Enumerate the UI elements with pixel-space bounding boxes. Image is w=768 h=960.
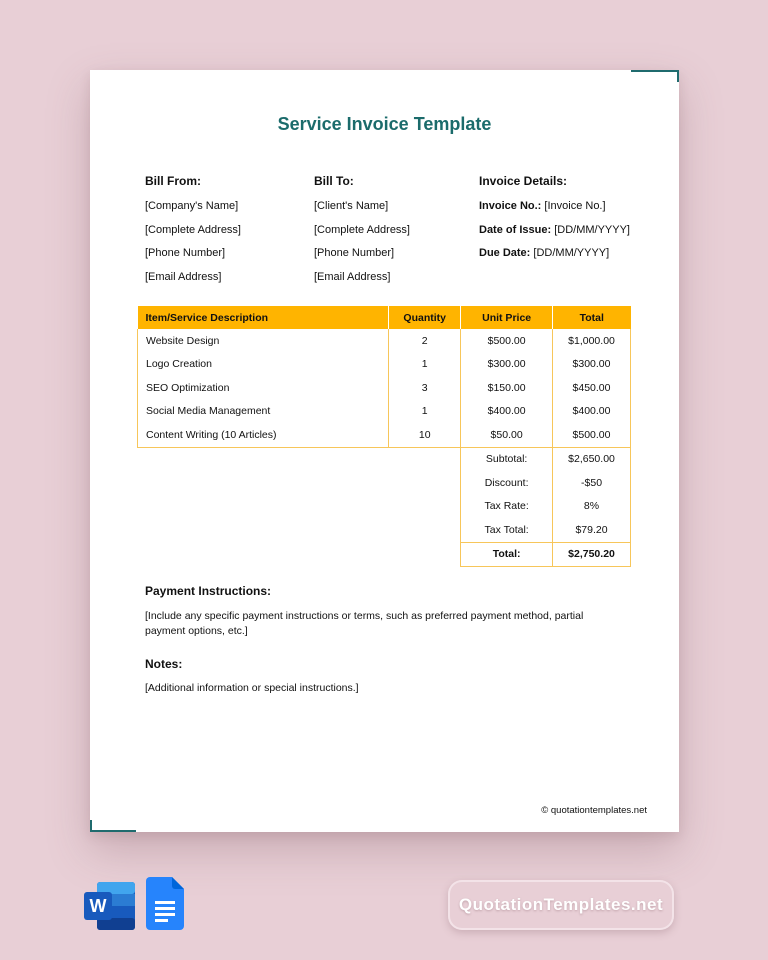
bill-to-section (314, 174, 410, 293)
item-quantity: 1 (389, 400, 461, 424)
header-description: Item/Service Description (138, 306, 389, 329)
summary-row-discount (138, 471, 631, 495)
discount-value: -$50 (553, 471, 631, 495)
summary-row-tax-rate (138, 495, 631, 519)
summary-row-tax-total (138, 518, 631, 542)
item-total: $400.00 (553, 400, 631, 424)
item-description: Website Design (138, 329, 389, 353)
subtotal-value: $2,650.00 (553, 447, 631, 471)
bill-to-line: [Phone Number] (314, 247, 395, 259)
issue-date-value: [DD/MM/YYYY] (554, 223, 630, 236)
due-date-row (479, 246, 630, 270)
invoice-details-section (479, 174, 630, 270)
summary-row-total (138, 542, 631, 567)
item-description: Social Media Management (138, 400, 389, 424)
table-row (138, 400, 631, 424)
item-quantity: 3 (389, 376, 461, 400)
item-total: $300.00 (553, 353, 631, 377)
discount-label: Discount: (461, 471, 553, 495)
payment-text: [Include any specific payment instructions or terms, such as preferred payment method, partial payment options, etc.] (145, 610, 584, 637)
copyright-text: © quotationtemplates.net (541, 805, 647, 816)
item-unit-price: $500.00 (461, 329, 553, 353)
item-total: $500.00 (553, 423, 631, 447)
bill-to-heading: Bill To: (314, 174, 354, 188)
table-header-row (138, 306, 631, 329)
item-description: Content Writing (10 Articles) (138, 423, 389, 447)
grand-total-value: $2,750.20 (553, 542, 631, 567)
notes-heading: Notes: (145, 657, 183, 671)
invoice-page (90, 70, 679, 832)
bill-from-line: [Email Address] (145, 270, 222, 283)
header-unit-price: Unit Price (461, 306, 553, 329)
payment-heading: Payment Instructions: (145, 584, 272, 598)
grand-total-label: Total: (461, 542, 553, 567)
item-unit-price: $400.00 (461, 400, 553, 424)
tax-rate-value: 8% (553, 495, 631, 519)
item-total: $450.00 (553, 376, 631, 400)
table-row (138, 423, 631, 447)
page-title: Service Invoice Template (277, 114, 492, 134)
word-icon-letter: W (89, 896, 107, 916)
word-icon (82, 880, 137, 932)
tax-total-value: $79.20 (553, 518, 631, 542)
item-unit-price: $300.00 (461, 353, 553, 377)
due-date-label: Due Date: (479, 247, 531, 259)
issue-date-row (479, 223, 630, 247)
item-total: $1,000.00 (553, 329, 631, 353)
corner-accent-bottom-left (90, 820, 136, 832)
invoice-no-value: [Invoice No.] (544, 200, 606, 212)
issue-date-label: Date of Issue: (479, 223, 552, 236)
bill-from-section (145, 174, 241, 293)
item-quantity: 1 (389, 353, 461, 377)
summary-row-subtotal (138, 447, 631, 471)
item-quantity: 10 (389, 423, 461, 447)
invoice-no-row (479, 199, 630, 223)
item-description: SEO Optimization (138, 376, 389, 400)
invoice-no-label: Invoice No.: (479, 200, 542, 212)
invoice-details-heading: Invoice Details: (479, 174, 568, 188)
corner-accent-top-right (633, 70, 679, 82)
item-quantity: 2 (389, 329, 461, 353)
item-unit-price: $150.00 (461, 376, 553, 400)
due-date-value: [DD/MM/YYYY] (533, 247, 610, 259)
table-row (138, 376, 631, 400)
bill-to-line: [Client's Name] (314, 200, 389, 212)
google-docs-icon (146, 877, 184, 930)
items-table (137, 306, 631, 567)
bill-to-line: [Complete Address] (314, 223, 410, 236)
bill-from-line: [Company's Name] (145, 200, 239, 212)
table-row (138, 329, 631, 353)
tax-total-label: Tax Total: (461, 518, 553, 542)
bill-from-heading: Bill From: (145, 174, 201, 188)
item-description: Logo Creation (138, 353, 389, 377)
subtotal-label: Subtotal: (461, 447, 553, 471)
bill-to-line: [Email Address] (314, 270, 391, 283)
bill-from-line: [Phone Number] (145, 247, 226, 259)
tax-rate-label: Tax Rate: (461, 495, 553, 519)
header-quantity: Quantity (389, 306, 461, 329)
notes-text: [Additional information or special instructions.] (145, 682, 359, 694)
header-total: Total (553, 306, 631, 329)
brand-badge[interactable]: QuotationTemplates.net (448, 880, 674, 930)
bill-from-line: [Complete Address] (145, 223, 241, 236)
item-unit-price: $50.00 (461, 423, 553, 447)
table-row (138, 353, 631, 377)
